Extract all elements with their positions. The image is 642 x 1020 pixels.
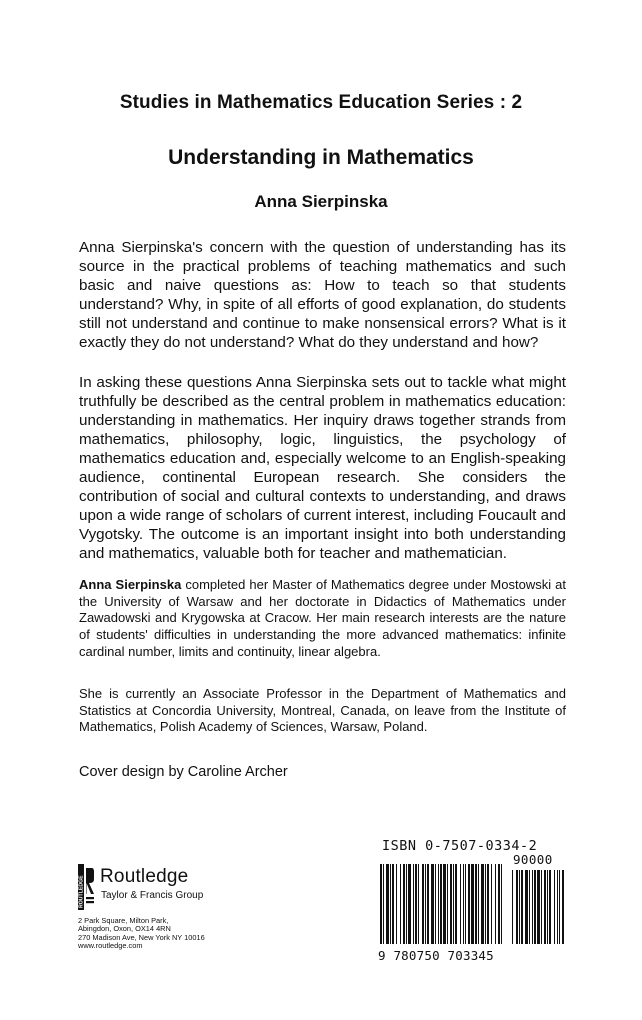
blurb-paragraph: Anna Sierpinska's concern with the question of understanding has its source in the practical problems of teaching mathematics and such basic and naive questions as: How to teach so that students understand? Why, in spite of all efforts of good explanation, do students still not understand and continue to make nonsensical errors? What is it exactly they do not understand? What do they understand and how? (79, 239, 566, 351)
barcode-bar (438, 864, 439, 944)
barcode-bar (541, 870, 542, 944)
cover-credit: Cover design by Caroline Archer (79, 764, 288, 780)
barcode-bar (400, 864, 401, 944)
barcode-bar (465, 864, 466, 944)
author-position: She is currently an Associate Professor in the Department of Mathematics and Statistics at Concordia University, Montreal, Canada, on leave from the Institute of Mathematics, Polish Academy of Sciences, Warsaw, Poland. (79, 686, 566, 735)
barcode-bar (537, 870, 540, 944)
barcode-bar (447, 864, 448, 944)
barcode-bar (501, 864, 502, 944)
barcode-bar (413, 864, 414, 944)
barcode-bar (534, 870, 536, 944)
publisher-address (78, 917, 205, 950)
barcode-bar (529, 870, 530, 944)
barcode-bar (453, 864, 454, 944)
barcode-bar (415, 864, 417, 944)
isbn-barcode (378, 852, 566, 950)
book-title: Understanding in Mathematics (168, 146, 474, 169)
barcode-bar (406, 864, 407, 944)
barcode-bar (383, 864, 384, 944)
barcode-bar (425, 864, 426, 944)
address-line: 2 Park Square, Milton Park, (78, 916, 169, 925)
barcode-bar (544, 870, 546, 944)
barcode-bar (478, 864, 479, 944)
bio-author-name: Anna Sierpinska (79, 577, 182, 592)
barcode-bar (422, 864, 424, 944)
barcode-bar (443, 864, 446, 944)
barcode-bar (498, 864, 500, 944)
publisher-group: Taylor & Francis Group (101, 890, 204, 901)
logo-vertical-text: ROUTLEDGE (78, 875, 85, 908)
barcode-bar (396, 864, 397, 944)
barcode-bar (549, 870, 551, 944)
address-line: Abingdon, Oxon, OX14 4RN (78, 924, 171, 934)
publisher-name: Routledge (100, 866, 189, 887)
isbn-label: ISBN 0-7507-0334-2 (382, 838, 538, 854)
barcode-bar (512, 870, 513, 944)
barcode-bar (427, 864, 429, 944)
routledge-logo-icon (78, 864, 94, 910)
barcode-bar (557, 870, 558, 944)
address-line: www.routledge.com (78, 940, 143, 950)
barcode-bar (562, 870, 564, 944)
barcode-bar (516, 870, 518, 944)
author-bio (79, 577, 566, 661)
barcode-bar (380, 864, 382, 944)
author-name: Anna Sierpinska (254, 192, 388, 211)
barcode-bar (435, 864, 436, 944)
barcode-bar (559, 870, 560, 944)
barcode-bar (418, 864, 419, 944)
barcode-bar (475, 864, 477, 944)
barcode-bar (495, 864, 496, 944)
barcode-bar (408, 864, 411, 944)
barcode-bar (487, 864, 489, 944)
ean-digits: 9 780750 703345 (378, 948, 494, 963)
barcode-bar (392, 864, 394, 944)
barcode-bar (485, 864, 486, 944)
barcode-bar (460, 864, 461, 944)
barcode-bar (554, 870, 555, 944)
blurb-paragraph: In asking these questions Anna Sierpinska sets out to tackle what might truthfully be described as the central problem in mathematics education: understanding in mathematics. Her inquiry draws together strands from mathematics, philosophy, logic, linguistics, the psychology of mathematics education and, especially welcome to an English-speaking audience, continental European research. She considers the contribution of social and cultural contexts to understanding, and draws upon a wide range of scholars of current interest, including Foucault and Vygotsky. The outcome is an important insight into both understanding and mathematics, valuable both for teacher and mathematician. (79, 374, 566, 562)
barcode-bar (403, 864, 405, 944)
barcode-bar (386, 864, 389, 944)
barcode-bar (468, 864, 470, 944)
barcode-bar (532, 870, 533, 944)
barcode-bar (463, 864, 464, 944)
series-title: Studies in Mathematics Education Series : 2 (119, 92, 523, 113)
barcode-bar (521, 870, 523, 944)
bio-text: completed her Master of Mathematics degree under Mostowski at the University of Warsaw and her doctorate in Didactics of Mathematics under Zawadowski and Krygowska at Cracow. Her main research interests are the nature of students' difficulties in understanding the more advanced mathematics: infinite cardinal number, limits and continuity, linear algebra. (79, 577, 566, 659)
barcode-bar (525, 870, 528, 944)
barcode-bar (440, 864, 442, 944)
barcode-bar (547, 870, 548, 944)
barcode-bar (491, 864, 492, 944)
price-code: 90000 (513, 852, 553, 867)
barcode-bar (431, 864, 434, 944)
barcode-bar (450, 864, 452, 944)
barcode-bar (390, 864, 391, 944)
barcode-bar (471, 864, 474, 944)
address-line: 270 Madison Ave, New York NY 10016 (78, 932, 205, 942)
barcode-bar (519, 870, 520, 944)
barcode-bar (455, 864, 457, 944)
barcode-bar (481, 864, 484, 944)
